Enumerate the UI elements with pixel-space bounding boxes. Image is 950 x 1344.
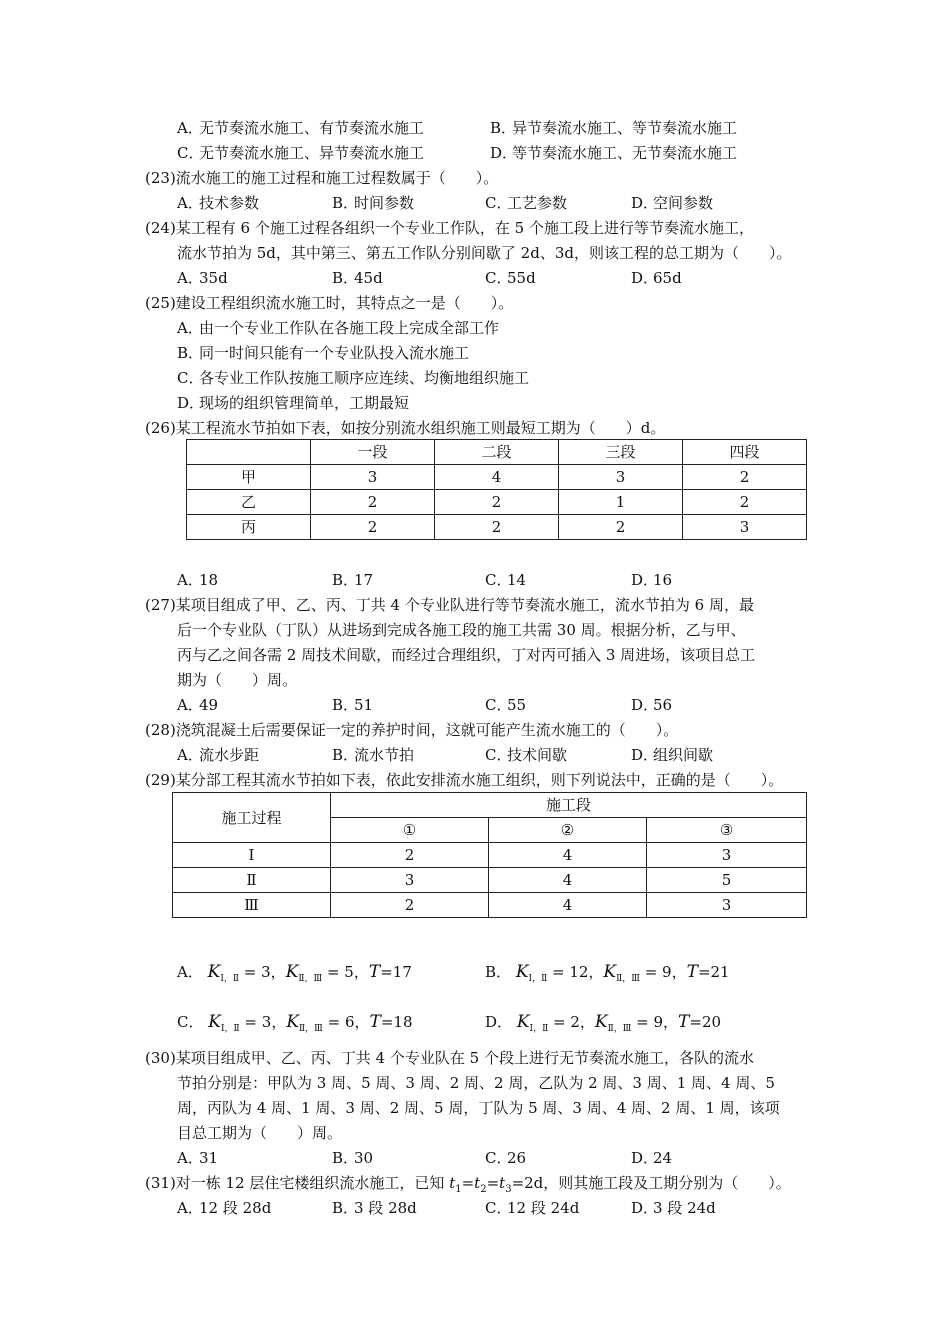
- q25-stem: (25)建设工程组织流水施工时，其特点之一是（ ）。: [145, 294, 514, 312]
- table-cell: 甲: [187, 465, 311, 490]
- option-letter: B．: [177, 344, 204, 362]
- option-text: 无节奏流水施工、有节奏流水施工: [199, 119, 425, 137]
- option-letter: C．: [485, 696, 512, 714]
- q26-option-d: [631, 570, 672, 590]
- option-letter: D．: [631, 194, 659, 212]
- option-text: 空间参数: [653, 194, 714, 212]
- table-header-cell: ②: [489, 818, 647, 843]
- q23-stem: (23)流水施工的施工过程和施工过程数属于（ ）。: [145, 169, 499, 187]
- option-letter: C．: [485, 194, 512, 212]
- option-letter: A．: [177, 696, 203, 714]
- q25-option-b: [177, 343, 469, 363]
- t-value: 18: [393, 1013, 413, 1031]
- k-symbol: K: [603, 962, 617, 982]
- table-header-cell: [187, 440, 311, 465]
- q26-table: [186, 439, 807, 540]
- table-cell: 2: [331, 843, 489, 868]
- k-symbol: K: [207, 962, 221, 982]
- t-symbol: T: [369, 1012, 381, 1032]
- option-text: 56: [653, 696, 673, 714]
- t-subscript: 2: [480, 1184, 487, 1195]
- table-header-row: [187, 440, 807, 465]
- k-subscript: Ⅰ，Ⅱ: [529, 1024, 549, 1034]
- k2-value: 9: [653, 1013, 664, 1031]
- option-text: 18: [199, 571, 219, 589]
- option-letter: C．: [177, 369, 204, 387]
- option-letter: A．: [177, 319, 203, 337]
- q27-option-b: [332, 695, 373, 715]
- table-cell: 3: [311, 465, 435, 490]
- q27-option-d: [631, 695, 672, 715]
- option-text: 31: [199, 1149, 219, 1167]
- q29-option-d: D． $K_{Ⅰ,Ⅱ} = 2$，$K_{Ⅱ,Ⅲ} = 9$，T=20: [485, 1012, 722, 1034]
- t-value: 17: [392, 963, 412, 981]
- q31-stem-end: =2d，则其施工段及工期分别为（ ）。: [511, 1174, 791, 1192]
- table-header-cell: 一段: [311, 440, 435, 465]
- k1-value: 3: [261, 963, 271, 981]
- k-symbol: K: [515, 962, 529, 982]
- k-symbol: K: [285, 962, 299, 982]
- option-letter: D．: [631, 1199, 659, 1217]
- table-corner-cell: 施工过程: [173, 793, 331, 843]
- q23-option-a: [177, 193, 259, 213]
- option-text: 16: [653, 571, 673, 589]
- option-letter: D．: [631, 746, 659, 764]
- k-subscript: Ⅰ，Ⅱ: [528, 974, 548, 984]
- q31-stem: [145, 1173, 791, 1200]
- q31-option-c: [485, 1198, 579, 1218]
- option-text: 技术间歇: [507, 746, 568, 764]
- q24-stem-line-1: (24)某工程有 6 个施工过程各组织一个专业工作队，在 5 个施工段上进行等节奏流水施工，: [145, 219, 754, 237]
- t-value: 20: [701, 1013, 722, 1031]
- option-letter: C．: [485, 269, 512, 287]
- k2-value: 9: [662, 963, 672, 981]
- q30-option-b: [332, 1148, 373, 1168]
- table-cell: 1: [559, 490, 683, 515]
- q26-stem: (26)某工程流水节拍如下表，如按分别流水组织施工则最短工期为（ ）d。: [145, 419, 666, 437]
- k-subscript: Ⅱ，Ⅲ: [298, 974, 323, 984]
- option-letter: D．: [490, 144, 518, 162]
- option-text: 49: [199, 696, 219, 714]
- q28-option-a: [177, 745, 259, 765]
- k1-value: 2: [570, 1013, 580, 1031]
- option-text: 3 段 28d: [354, 1199, 417, 1217]
- table-row: [187, 490, 807, 515]
- option-letter: A．: [177, 1149, 203, 1167]
- table-header-cell: 二段: [435, 440, 559, 465]
- t-symbol: T: [686, 962, 698, 982]
- table-cell: 乙: [187, 490, 311, 515]
- option-text: 24: [653, 1149, 673, 1167]
- k-subscript: Ⅰ，Ⅱ: [220, 974, 240, 984]
- t-subscript: 3: [505, 1184, 512, 1195]
- k-subscript: Ⅱ，Ⅲ: [616, 974, 640, 984]
- option-letter: A．: [177, 571, 203, 589]
- table-row: [173, 893, 807, 918]
- q26-option-b: [332, 570, 373, 590]
- q22-option-a: [177, 118, 424, 138]
- table-cell: 2: [311, 515, 435, 540]
- option-text: 无节奏流水施工、异节奏流水施工: [199, 144, 425, 162]
- option-text: 35d: [199, 269, 228, 287]
- option-letter: B．: [332, 571, 359, 589]
- table-cell: 5: [647, 868, 807, 893]
- option-letter: C．: [177, 1013, 204, 1031]
- t-symbol: t: [474, 1174, 481, 1192]
- table-cell: Ⅱ: [173, 868, 331, 893]
- option-text: 等节奏流水施工、无节奏流水施工: [512, 144, 738, 162]
- table-cell: 3: [647, 893, 807, 918]
- equals-sign: =: [461, 1174, 475, 1192]
- option-letter: C．: [485, 1149, 512, 1167]
- table-cell: 2: [311, 490, 435, 515]
- q24-option-a: [177, 268, 228, 288]
- option-text: 55: [507, 696, 527, 714]
- q28-option-b: [332, 745, 414, 765]
- option-letter: A．: [177, 746, 203, 764]
- q27-option-a: [177, 695, 218, 715]
- q31-option-a: [177, 1198, 271, 1218]
- option-letter: B．: [332, 269, 359, 287]
- option-text: 30: [354, 1149, 374, 1167]
- option-text: 流水节拍: [354, 746, 415, 764]
- q22-option-b: [490, 118, 737, 138]
- table-cell: 4: [435, 465, 559, 490]
- q26-option-c: [485, 570, 526, 590]
- option-text: 45d: [354, 269, 383, 287]
- q22-option-d: [490, 143, 737, 163]
- table-row: [173, 868, 807, 893]
- q23-option-b: [332, 193, 414, 213]
- q30-option-a: [177, 1148, 218, 1168]
- table-header-cell: ③: [647, 818, 807, 843]
- q27-stem-line-4: 期为（ ）周。: [177, 671, 298, 689]
- option-text: 65d: [653, 269, 682, 287]
- option-text: 由一个专业工作队在各施工段上完成全部工作: [199, 319, 500, 337]
- option-letter: D．: [485, 1013, 513, 1031]
- table-cell: 2: [435, 515, 559, 540]
- k1-value: 12: [569, 963, 589, 981]
- q30-stem-line-3: 周，丙队为 4 周、1 周、3 周、2 周、5 周，丁队为 5 周、3 周、4 周、2 周、1 周，该项: [177, 1099, 780, 1117]
- table-cell: 4: [489, 843, 647, 868]
- q29-option-c: C． $K_{Ⅰ,Ⅱ} = 3$，$K_{Ⅱ,Ⅲ} = 6$，T=18: [177, 1012, 413, 1034]
- table-cell: 2: [683, 465, 807, 490]
- option-letter: C．: [485, 1199, 512, 1217]
- k-subscript: Ⅰ，Ⅱ: [220, 1024, 240, 1034]
- q24-stem-line-2: 流水节拍为 5d，其中第三、第五工作队分别间歇了 2d、3d，则该工程的总工期为（ ）。: [177, 244, 792, 262]
- q29-option-b: B． $K_{Ⅰ,Ⅱ} = 12$，$K_{Ⅱ,Ⅲ} = 9$，T=21: [485, 962, 730, 984]
- k-symbol: K: [286, 1012, 300, 1032]
- option-text: 26: [507, 1149, 527, 1167]
- q30-stem-line-1: (30)某项目组成甲、乙、丙、丁共 4 个专业队在 5 个段上进行无节奏流水施工，各队的流水: [145, 1049, 754, 1067]
- q25-option-d: [177, 393, 409, 413]
- table-cell: 2: [559, 515, 683, 540]
- k-subscript: Ⅱ，Ⅲ: [299, 1024, 323, 1034]
- option-letter: A．: [177, 194, 203, 212]
- option-text: 技术参数: [199, 194, 260, 212]
- table-cell: 4: [489, 868, 647, 893]
- option-letter: D．: [177, 394, 205, 412]
- q30-stem-line-4: 目总工期为（ ）周。: [177, 1124, 343, 1142]
- option-text: 3 段 24d: [653, 1199, 716, 1217]
- table-cell: 3: [331, 868, 489, 893]
- q30-option-c: [485, 1148, 526, 1168]
- q24-option-c: [485, 268, 536, 288]
- q28-option-c: [485, 745, 567, 765]
- q28-stem: (28)浇筑混凝土后需要保证一定的养护时间，这就可能产生流水施工的（ ）。: [145, 721, 679, 739]
- t-symbol: T: [368, 962, 381, 982]
- option-letter: A．: [177, 963, 203, 981]
- q29-stem: (29)某分部工程其流水节拍如下表，依此安排流水施工组织，则下列说法中，正确的是（ ）。: [145, 771, 784, 789]
- q25-option-a: [177, 318, 499, 338]
- k2-value: 6: [344, 1013, 355, 1031]
- table-cell: Ⅰ: [173, 843, 331, 868]
- option-letter: B．: [485, 963, 512, 981]
- option-letter: B．: [332, 746, 359, 764]
- option-text: 51: [354, 696, 374, 714]
- option-text: 12 段 28d: [199, 1199, 272, 1217]
- option-text: 各专业工作队按施工顺序应连续、均衡地组织施工: [199, 369, 530, 387]
- t-value: 21: [710, 963, 730, 981]
- table-cell: 3: [647, 843, 807, 868]
- q27-stem-line-1: (27)某项目组成了甲、乙、丙、丁共 4 个专业队进行等节奏流水施工，流水节拍为 6 周，最: [145, 596, 754, 614]
- q25-option-c: [177, 368, 529, 388]
- option-text: 55d: [507, 269, 536, 287]
- option-text: 12 段 24d: [507, 1199, 580, 1217]
- table-cell: 3: [683, 515, 807, 540]
- table-row: [173, 843, 807, 868]
- table-row: [187, 465, 807, 490]
- option-letter: A．: [177, 119, 203, 137]
- table-header-cell: ①: [331, 818, 489, 843]
- option-text: 组织间歇: [653, 746, 714, 764]
- table-cell: 丙: [187, 515, 311, 540]
- table-header-cell: 三段: [559, 440, 683, 465]
- option-letter: C．: [177, 144, 204, 162]
- option-text: 同一时间只能有一个专业队投入流水施工: [199, 344, 470, 362]
- table-cell: Ⅲ: [173, 893, 331, 918]
- q26-option-a: [177, 570, 218, 590]
- q27-stem-line-3: 丙与乙之间各需 2 周技术间歇，而经过合理组织，丁对丙可插入 3 周进场，该项目总工: [177, 646, 756, 664]
- option-text: 现场的组织管理简单，工期最短: [199, 394, 410, 412]
- k-symbol: K: [208, 1012, 221, 1032]
- q23-option-c: [485, 193, 567, 213]
- option-letter: B．: [332, 1149, 359, 1167]
- table-header-cell: 四段: [683, 440, 807, 465]
- q24-option-b: [332, 268, 383, 288]
- option-text: 流水步距: [199, 746, 260, 764]
- option-letter: B．: [332, 194, 359, 212]
- option-text: 异节奏流水施工、等节奏流水施工: [512, 119, 738, 137]
- table-cell: 2: [683, 490, 807, 515]
- k-symbol: K: [516, 1012, 530, 1032]
- option-text: 17: [354, 571, 374, 589]
- q27-stem-line-2: 后一个专业队（丁队）从进场到完成各施工段的施工共需 30 周。根据分析，乙与甲、: [177, 621, 746, 639]
- q31-option-b: [332, 1198, 417, 1218]
- q29-option-a: A． $K_{Ⅰ,Ⅱ} = 3$，$K_{Ⅱ,Ⅲ} = 5$，T=17: [177, 962, 412, 984]
- option-letter: C．: [485, 571, 512, 589]
- option-letter: B．: [490, 119, 517, 137]
- t-symbol: t: [449, 1174, 456, 1192]
- t-symbol: t: [499, 1174, 506, 1192]
- option-text: 14: [507, 571, 527, 589]
- t-symbol: T: [678, 1012, 690, 1032]
- table-cell: 2: [435, 490, 559, 515]
- table-cell: 2: [331, 893, 489, 918]
- option-letter: B．: [332, 696, 359, 714]
- option-text: 时间参数: [354, 194, 415, 212]
- option-letter: D．: [631, 269, 659, 287]
- q28-option-d: [631, 745, 713, 765]
- option-letter: C．: [485, 746, 512, 764]
- k1-value: 3: [261, 1013, 272, 1031]
- equals-sign: =: [486, 1174, 500, 1192]
- option-letter: D．: [631, 571, 659, 589]
- option-letter: B．: [332, 1199, 359, 1217]
- q30-stem-line-2: 节拍分别是：甲队为 3 周、5 周、3 周、2 周、2 周，乙队为 2 周、3 周、1 周、4 周、5: [177, 1074, 775, 1092]
- q31-option-d: [631, 1198, 716, 1218]
- option-letter: A．: [177, 1199, 203, 1217]
- table-cell: 4: [489, 893, 647, 918]
- q30-option-d: [631, 1148, 672, 1168]
- k-symbol: K: [594, 1012, 608, 1032]
- q24-option-d: [631, 268, 682, 288]
- option-letter: D．: [631, 1149, 659, 1167]
- q29-table: [172, 792, 807, 918]
- table-header-row: [173, 793, 807, 818]
- k2-value: 5: [344, 963, 354, 981]
- option-letter: A．: [177, 269, 203, 287]
- table-row: [187, 515, 807, 540]
- option-letter: D．: [631, 696, 659, 714]
- q31-stem-start: (31)对一栋 12 层住宅楼组织流水施工，已知: [145, 1174, 450, 1192]
- t-subscript: 1: [455, 1184, 462, 1195]
- option-text: 工艺参数: [507, 194, 568, 212]
- q22-option-c: [177, 143, 424, 163]
- table-group-header: 施工段: [331, 793, 807, 818]
- table-cell: 3: [559, 465, 683, 490]
- k-subscript: Ⅱ，Ⅲ: [607, 1024, 632, 1034]
- q23-option-d: [631, 193, 713, 213]
- q27-option-c: [485, 695, 526, 715]
